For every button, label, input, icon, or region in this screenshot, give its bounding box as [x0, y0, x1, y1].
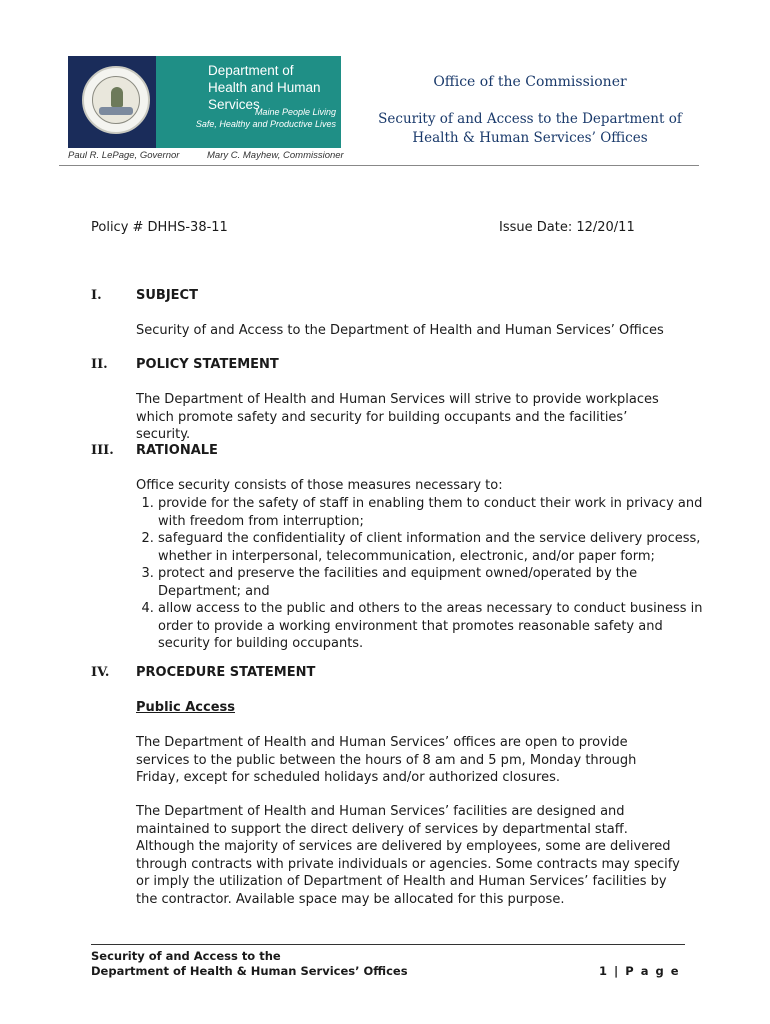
list-item: 1. provide for the safety of staff in enabling them to conduct their work in privacy and with freedom from interruption; — [158, 495, 703, 530]
footer-line1: Security of and Access to the — [91, 949, 281, 963]
procedure-paragraph: The Department of Health and Human Services’ facilities are designed and maintained to support the direct delivery of services by departmental staff. Although the majority of services are delivered by employees, some are delivered through contracts with private individuals or agencies. Some contracts may specify or imply the utilization of Department of Health and Human Services’ facilities by the contractor. Available space may be allocated for this purpose. — [136, 804, 680, 907]
section-number: II. — [91, 357, 108, 372]
public-access-heading: Public Access — [136, 700, 235, 715]
section-heading: PROCEDURE STATEMENT — [136, 665, 316, 680]
department-name: Department of Health and Human Services — [208, 63, 321, 112]
tagline — [186, 106, 336, 130]
office-title: Office of the Commissioner — [433, 74, 627, 90]
seal-ground — [99, 107, 133, 115]
section-number: I. — [91, 288, 102, 303]
section-number: IV. — [91, 665, 110, 680]
seal-tree — [111, 87, 123, 107]
list-item: 4. allow access to the public and others to the areas necessary to conduct business in order to provide a working environment that promotes reasonable safety and security for building occupants. — [158, 600, 703, 653]
list-item: 3. protect and preserve the facilities and equipment owned/operated by the Department; and — [158, 565, 703, 600]
governor-name: Paul R. LePage, Governor — [68, 150, 180, 161]
footer-line2: Department of Health & Human Services’ Offices — [91, 964, 408, 978]
state-seal-icon — [82, 66, 150, 134]
rationale-intro: Office security consists of those measures necessary to: — [136, 478, 503, 493]
section-text: The Department of Health and Human Services will strive to provide workplaces which promote safety and security for building occupants and the facilities’ security. — [136, 392, 659, 442]
tagline-line2: Safe, Healthy and Productive Lives — [195, 119, 336, 129]
logo-teal-panel — [156, 56, 341, 148]
section-heading: RATIONALE — [136, 443, 218, 458]
dhhs-logo — [68, 56, 341, 148]
footer-title — [91, 949, 408, 979]
procedure-paragraph: The Department of Health and Human Services’ offices are open to provide services to the public between the hours of 8 am and 5 pm, Monday through Friday, except for scheduled holidays and/or authorized closures. — [136, 735, 637, 785]
commissioner-name: Mary C. Mayhew, Commissioner — [207, 150, 344, 161]
page-number: 1 | P a g e — [599, 964, 680, 978]
issue-date: Issue Date: 12/20/11 — [499, 220, 635, 235]
footer-divider — [91, 944, 685, 945]
seal-inner — [92, 76, 140, 124]
section-number: III. — [91, 443, 114, 458]
policy-number: Policy # DHHS-38-11 — [91, 220, 228, 235]
section-heading: SUBJECT — [136, 288, 198, 303]
rationale-list — [136, 495, 703, 653]
list-item: 2. safeguard the confidentiality of client information and the service delivery process, whether in interpersonal, telecommunication, electronic, and/or paper form; — [158, 530, 703, 565]
header-divider — [59, 165, 699, 166]
logo-seal-area — [68, 56, 156, 148]
document-title: Security of and Access to the Department of Health & Human Services’ Offices — [378, 111, 682, 146]
section-heading: POLICY STATEMENT — [136, 357, 279, 372]
section-text: Security of and Access to the Department of Health and Human Services’ Offices — [136, 323, 664, 338]
tagline-line1: Maine People Living — [254, 107, 336, 117]
